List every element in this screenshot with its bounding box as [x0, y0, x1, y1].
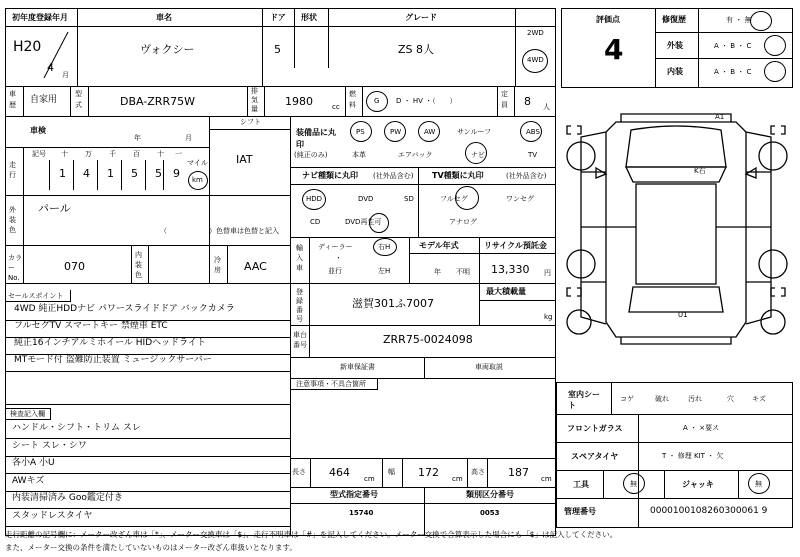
mileage-digit-1: 4	[83, 167, 90, 180]
navi-item-1: DVD	[358, 195, 374, 203]
tv-label: TV種類に丸印	[432, 171, 484, 180]
mileage-unit-2: 千	[109, 150, 116, 158]
plate-value: 滋賀301ふ7007	[352, 297, 434, 310]
diagram-kr: K右	[694, 167, 706, 175]
ext-c-circle	[764, 35, 786, 56]
equip2-item-0: 本革	[352, 151, 366, 159]
drive-4wd: 4WD	[527, 56, 544, 64]
len-value: 464	[329, 466, 350, 479]
inspector-label: 検査記入欄	[10, 410, 45, 418]
inspector-line-4: 内装清掃済み Goo鑑定付き	[12, 493, 123, 503]
ac-value: AAC	[244, 260, 267, 273]
grade-value: ZS 8人	[398, 43, 435, 56]
mileage-unit-4: 十	[157, 150, 164, 158]
tv2-item-0: アナログ	[449, 218, 477, 226]
sales-line-2: 純正16インチアルミホイール HIDヘッドライト	[14, 338, 206, 348]
import-parallel: 並行	[328, 267, 342, 275]
reg-month: 4	[47, 61, 54, 74]
sales-line-3: MTモード付 盗難防止装置 ミュージックサーバー	[14, 355, 212, 365]
int-value: A ・ B ・ C	[714, 68, 752, 76]
tool-value: 無	[630, 480, 637, 488]
cap-value: 8	[524, 95, 531, 108]
navi-dvd-circle	[369, 213, 389, 233]
navi-sub: (社外品含む)	[373, 172, 414, 180]
navi-label: ナビ種類に丸印	[302, 171, 358, 180]
shift-label: シフト	[240, 118, 261, 126]
tool-label: 工具	[573, 480, 589, 489]
disp-unit: cc	[332, 103, 340, 111]
model-unknown: 不明	[456, 268, 470, 276]
jack-value: 無	[755, 480, 762, 488]
equip-item-2: AW	[424, 128, 436, 136]
recycle-yen: 円	[544, 269, 551, 277]
navi2-item-1: DVD再生可	[345, 218, 382, 226]
shape-label: 形状	[301, 13, 317, 22]
hgt-label: 高さ	[471, 468, 485, 476]
int-label: 内装	[667, 67, 683, 76]
glass-label: フロントガラス	[567, 424, 623, 433]
seat-opt-4: キズ	[752, 395, 766, 403]
color-no-label: カラーNo.	[8, 254, 22, 282]
reg-month-unit: 月	[62, 71, 69, 79]
import-dot: ・	[335, 254, 342, 262]
color-note: （ ）色替車は色替と記入	[160, 227, 279, 235]
score-label: 評価点	[596, 15, 620, 24]
class-no-value: 0053	[480, 509, 500, 517]
sales-line-0: 4WD 純正HDDナビ パワースライドドア バックカメラ	[14, 304, 235, 314]
import-lh: 左H	[378, 267, 391, 275]
plate-label: 登録番号	[296, 288, 303, 323]
name-label: 車名	[156, 13, 172, 22]
color-label: 外装色	[9, 206, 16, 234]
fuel-g: G	[374, 97, 380, 105]
tv-sub: (社外品含む)	[506, 172, 547, 180]
notes-label: 注意事項・不具合箇所	[296, 380, 366, 388]
type-no-label: 型式指定番号	[330, 490, 378, 499]
warranty-manual: 車両取説	[475, 363, 503, 371]
repair-none-circle	[750, 11, 772, 31]
footer-line-2: また、メーター交換の条件を満たしていないものはメーター改ざん車扱いとなります。	[5, 543, 297, 552]
disp-label: 排気量	[251, 87, 258, 113]
tv-item-1: ワンセグ	[506, 195, 534, 203]
grade-label: グレード	[405, 13, 437, 22]
jack-label: ジャッキ	[682, 480, 714, 489]
hgt-unit: cm	[541, 475, 552, 483]
reg-label: 初年度登録年月	[12, 13, 68, 22]
seat-opt-1: 破れ	[655, 395, 669, 403]
seat-opt-2: 汚れ	[688, 395, 702, 403]
inspector-line-3: AWキズ	[12, 475, 45, 486]
mileage-digit-2: 1	[107, 167, 114, 180]
navi-item-0: HDD	[306, 195, 323, 203]
mileage-digit-4: 5	[155, 167, 162, 180]
type-no-value: 15740	[349, 509, 374, 517]
sales-label: セールスポイント	[8, 292, 64, 300]
mileage-unit-1: 万	[85, 150, 92, 158]
equip-item-3: サンルーフ	[457, 128, 492, 136]
cap-unit: 人	[543, 103, 550, 111]
equip-item-0: PS	[356, 128, 365, 136]
shift-value: IAT	[236, 153, 253, 166]
import-rh: 右H	[378, 243, 391, 251]
mileage-unit-3: 百	[133, 150, 140, 158]
km-label: km	[192, 176, 203, 184]
navi-item-2: SD	[404, 195, 414, 203]
mileage-unit-5: 一	[175, 150, 182, 158]
car-diagram	[561, 112, 793, 382]
inspector-line-5: スタッドレスタイヤ	[12, 510, 93, 521]
type-label: 型式	[75, 90, 82, 109]
diagram-u1: U1	[678, 311, 688, 319]
wid-label: 幅	[388, 468, 395, 476]
glass-value: A ・ ×要ス	[683, 424, 720, 432]
footer-line-1: 走行距離の記号欄に：メーター改ざん車は「*」、メーター交換車は「$」、走行不明車は「#」を記入してください。メーター交換で合算表示した場合にも「$」は記入してください。	[5, 530, 618, 539]
sales-line-1: フルセグTV スマートキー 禁煙車 ETC	[14, 321, 168, 331]
spare-value: T ・ 修理 KIT ・ 欠	[662, 452, 724, 460]
cap-label: 定員	[501, 90, 508, 109]
drive-2wd: 2WD	[527, 29, 544, 37]
recycle-label: リサイクル預託金	[484, 241, 547, 250]
inspect-year: 年	[134, 134, 141, 142]
import-label: 輸入車	[296, 244, 303, 272]
navi2-item-0: CD	[310, 218, 321, 226]
mileage-unit-0: 十	[61, 150, 68, 158]
inner-color-label: 内装色	[135, 251, 142, 279]
hgt-value: 187	[508, 466, 529, 479]
mgmt-value: 0000100108260300061 9	[650, 506, 768, 516]
max-load-unit: kg	[544, 313, 553, 321]
equip2-item-2: ナビ	[471, 151, 485, 159]
recycle-value: 13,330	[491, 263, 530, 276]
seat-opt-3: 穴	[727, 395, 734, 403]
mileage-digit-3: 5	[131, 167, 138, 180]
class-no-label: 類別区分番号	[466, 490, 514, 499]
class-label: 車歴	[9, 90, 16, 109]
disp-value: 1980	[285, 95, 313, 108]
model-year: 年	[434, 268, 441, 276]
equip2-item-3: TV	[528, 151, 538, 159]
warranty-new: 新車保証書	[340, 363, 375, 371]
repair-value: 有 ・ 無	[726, 16, 752, 24]
seat-label: 室内シート	[568, 390, 600, 410]
chassis-label: 車台番号	[293, 331, 307, 349]
color-value: パール	[38, 202, 71, 215]
int-c-circle	[764, 61, 786, 82]
seat-opt-0: コゲ	[620, 395, 634, 403]
tv-item-0: フルセグ	[440, 195, 468, 203]
repair-label: 修復歴	[662, 15, 686, 24]
fuel-label: 燃料	[349, 90, 356, 109]
ext-value: A ・ B ・ C	[714, 42, 752, 50]
ac-label: 冷房	[214, 256, 221, 274]
inspect-label: 車検	[30, 126, 46, 135]
mileage-digit-5: 9	[173, 167, 180, 180]
spare-label: スペアタイヤ	[571, 452, 619, 461]
model-year-label: モデル年式	[419, 241, 459, 250]
max-load-label: 最大積載量	[486, 287, 526, 296]
score-value: 4	[604, 33, 624, 66]
wid-unit: cm	[452, 475, 463, 483]
import-dealer: ディーラー	[318, 243, 353, 251]
car-name: ヴォクシー	[140, 43, 195, 56]
inspector-line-0: ハンドル・シフト・トリム スレ	[12, 423, 141, 433]
fuel-options: D ・ HV ・（ ）	[396, 97, 457, 105]
len-label: 長さ	[292, 468, 306, 476]
chassis-value: ZRR75-0024098	[383, 333, 473, 346]
door-count: 5	[274, 43, 281, 56]
equip2-item-1: エアバック	[398, 151, 433, 159]
mileage-digit-0: 1	[59, 167, 66, 180]
equip-item-4: ABS	[526, 128, 540, 136]
class-value: 自家用	[30, 95, 58, 105]
diagram-a1: A1	[715, 113, 725, 121]
type-value: DBA-ZRR75W	[120, 95, 195, 108]
mgmt-label: 管理番号	[564, 507, 596, 516]
mile-label: マイル	[187, 159, 208, 167]
inspector-line-1: シート スレ・シワ	[12, 440, 87, 451]
equip-sub: (純正のみ)	[294, 151, 328, 159]
len-unit: cm	[364, 475, 375, 483]
inspect-month: 月	[185, 134, 192, 142]
inspector-line-2: 各小A 小U	[12, 458, 55, 468]
door-label: ドア	[270, 13, 286, 22]
wid-value: 172	[418, 466, 439, 479]
equip-label: 装備品に丸印	[296, 128, 336, 149]
mileage-label: 走行	[9, 161, 16, 179]
ext-label: 外装	[667, 41, 683, 50]
color-no-value: 070	[64, 260, 85, 273]
equip-item-1: PW	[390, 128, 402, 136]
reg-era: H20	[13, 39, 42, 55]
mileage-digit-label: 記号	[32, 150, 46, 158]
